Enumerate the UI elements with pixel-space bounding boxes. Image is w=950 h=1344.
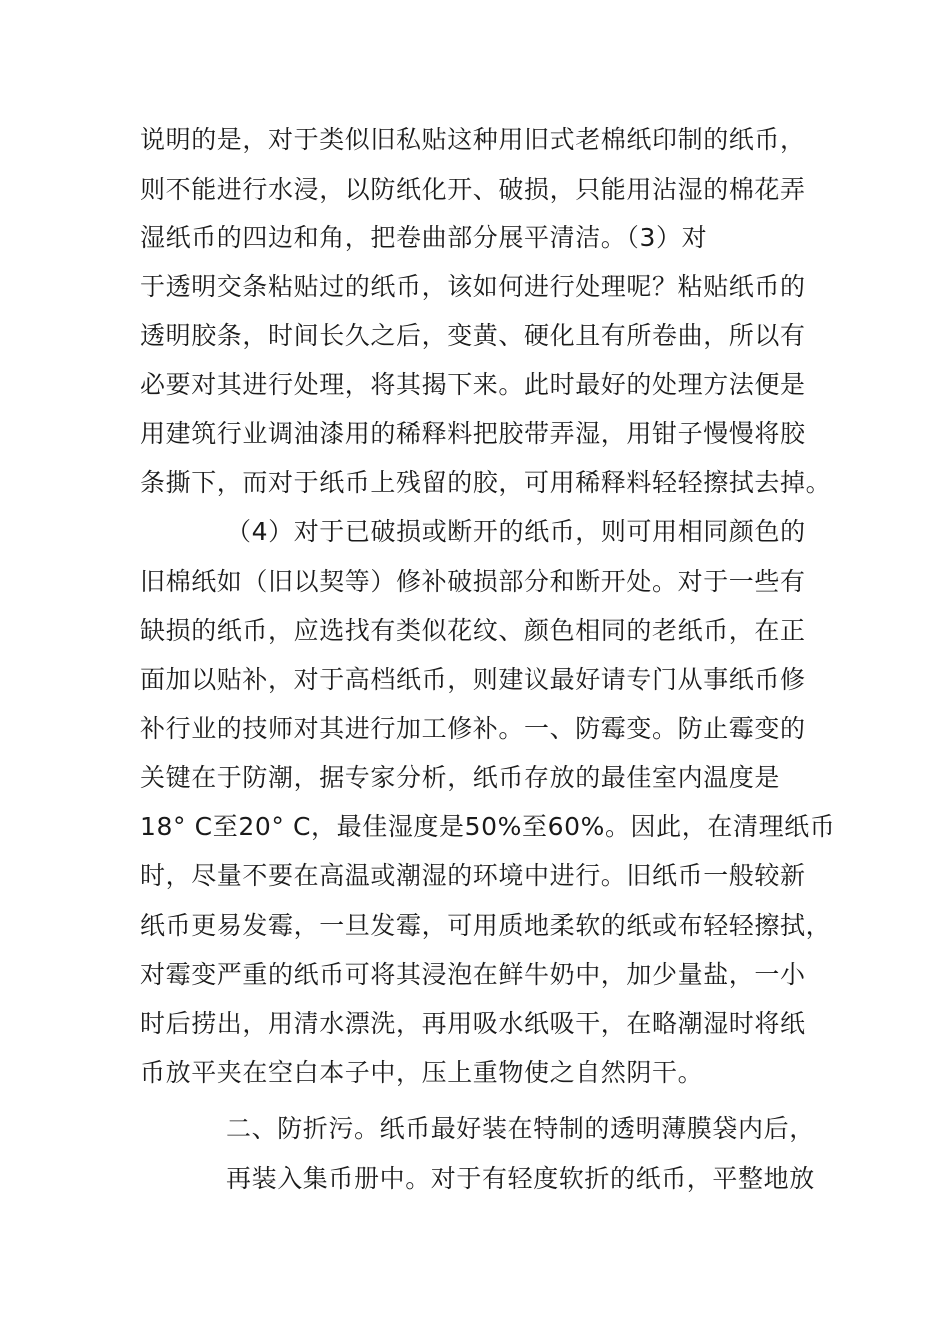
text-line-15: 18° C至20° C，最佳湿度是50%至60%。因此，在清理纸币 <box>140 812 836 841</box>
text-line-22: 再装入集币册中。对于有轻度软折的纸币，平整地放 <box>226 1164 815 1193</box>
text-line-19: 时后捞出，用清水漂洗，再用吸水纸吸干，在略潮湿时将纸 <box>140 1009 806 1038</box>
text-line-4: 于透明交条粘贴过的纸币，该如何进行处理呢？粘贴纸币的 <box>140 272 806 301</box>
text-line-6: 必要对其进行处理，将其揭下来。此时最好的处理方法便是 <box>140 370 806 399</box>
text-line-21: 二、防折污。纸币最好装在特制的透明薄膜袋内后， <box>226 1114 815 1143</box>
text-line-10: 旧棉纸如（旧以契等）修补破损部分和断开处。对于一些有 <box>140 567 806 596</box>
text-line-7: 用建筑行业调油漆用的稀释料把胶带弄湿，用钳子慢慢将胶 <box>140 419 806 448</box>
text-line-18: 对霉变严重的纸币可将其浸泡在鲜牛奶中，加少量盐，一小 <box>140 960 806 989</box>
text-line-12: 面加以贴补，对于高档纸币，则建议最好请专门从事纸币修 <box>140 665 806 694</box>
text-line-9: （4）对于已破损或断开的纸币，则可用相同颜色的 <box>226 517 806 546</box>
text-line-17: 纸币更易发霉，一旦发霉，可用质地柔软的纸或布轻轻擦拭， <box>140 911 832 940</box>
text-line-14: 关键在于防潮，据专家分析，纸币存放的最佳室内温度是 <box>140 763 781 792</box>
text-line-13: 补行业的技师对其进行加工修补。一、防霉变。防止霉变的 <box>140 714 806 743</box>
text-line-2: 则不能进行水浸，以防纸化开、破损，只能用沾湿的棉花弄 <box>140 175 806 204</box>
text-line-1: 说明的是，对于类似旧私贴这种用旧式老棉纸印制的纸币， <box>140 125 806 154</box>
text-line-16: 时，尽量不要在高温或潮湿的环境中进行。旧纸币一般较新 <box>140 861 806 890</box>
text-line-20: 币放平夹在空白本子中，压上重物使之自然阴干。 <box>140 1058 704 1087</box>
text-line-11: 缺损的纸币，应选找有类似花纹、颜色相同的老纸币，在正 <box>140 616 806 645</box>
text-line-5: 透明胶条，时间长久之后，变黄、硬化且有所卷曲，所以有 <box>140 321 806 350</box>
text-line-8: 条撕下，而对于纸币上残留的胶，可用稀释料轻轻擦拭去掉。 <box>140 468 832 497</box>
text-line-3: 湿纸币的四边和角，把卷曲部分展平清洁。（3）对 <box>140 223 708 252</box>
